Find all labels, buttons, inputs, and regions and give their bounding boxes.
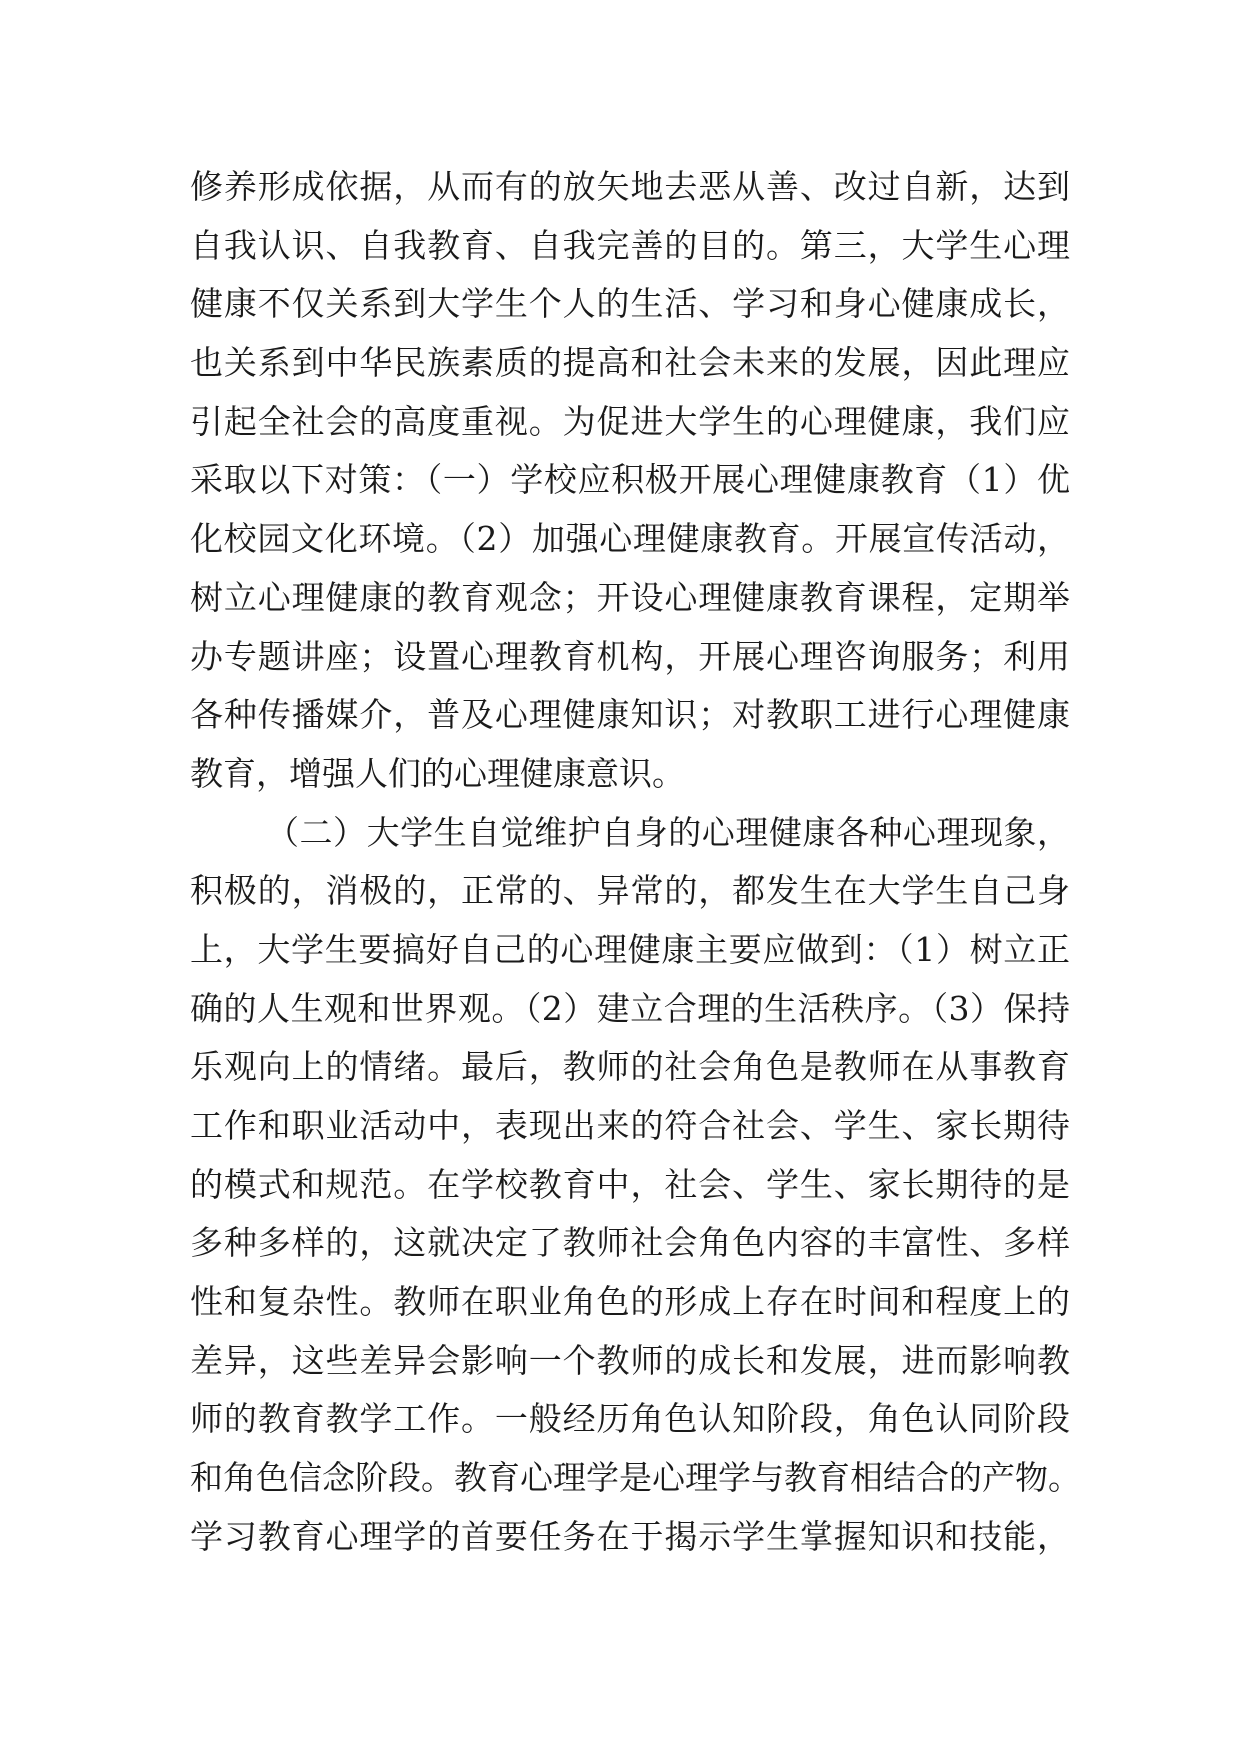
paragraph-start-line: （二）大学生自觉维护自身的心理健康各种心理现象， — [266, 812, 1070, 852]
text-line: 修养形成依据，从而有的放矢地去恶从善、改过自新，达到 — [190, 167, 1070, 206]
text-line: 教育，增强人们的心理健康意识。 — [190, 753, 685, 793]
text-line: 性和复杂性。教师在职业角色的形成上存在时间和程度上的 — [190, 1282, 1070, 1322]
text-line: 的模式和规范。在学校教育中，社会、学生、家长期待的是 — [190, 1164, 1070, 1204]
body-text — [190, 158, 1081, 1567]
text-line: 师的教育教学工作。一般经历角色认知阶段，角色认同阶段 — [190, 1399, 1070, 1439]
text-line: 办专题讲座；设置心理教育机构，开展心理咨询服务；利用 — [190, 636, 1070, 676]
text-line: 工作和职业活动中，表现出来的符合社会、学生、家长期待 — [190, 1106, 1070, 1145]
text-line: 积极的，消极的，正常的、异常的，都发生在大学生自己身 — [190, 871, 1070, 911]
text-line: 也关系到中华民族素质的提高和社会未来的发展，因此理应 — [190, 343, 1070, 383]
text-line: 和角色信念阶段。教育心理学是心理学与教育相结合的产物。 — [190, 1458, 1081, 1498]
text-line: 乐观向上的情绪。最后，教师的社会角色是教师在从事教育 — [190, 1047, 1070, 1087]
text-line: 采取以下对策：（一）学校应积极开展心理健康教育（1）优 — [190, 460, 1070, 500]
text-line: 上，大学生要搞好自己的心理健康主要应做到：（1）树立正 — [190, 929, 1070, 969]
text-line: 健康不仅关系到大学生个人的生活、学习和身心健康成长， — [190, 284, 1070, 324]
text-line: 化校园文化环境。（2）加强心理健康教育。开展宣传活动， — [190, 519, 1070, 559]
text-line: 学习教育心理学的首要任务在于揭示学生掌握知识和技能， — [190, 1516, 1070, 1556]
text-line: 各种传播媒介，普及心理健康知识；对教职工进行心理健康 — [190, 695, 1070, 735]
text-line: 多种多样的，这就决定了教师社会角色内容的丰富性、多样 — [190, 1223, 1070, 1263]
text-line: 树立心理健康的教育观念；开设心理健康教育课程，定期举 — [190, 577, 1070, 617]
text-line: 确的人生观和世界观。（2）建立合理的生活秩序。（3）保持 — [190, 988, 1070, 1028]
text-line: 引起全社会的高度重视。为促进大学生的心理健康，我们应 — [190, 401, 1070, 441]
text-line: 自我认识、自我教育、自我完善的目的。第三，大学生心理 — [190, 225, 1070, 265]
text-line: 差异，这些差异会影响一个教师的成长和发展，进而影响教 — [190, 1340, 1070, 1380]
